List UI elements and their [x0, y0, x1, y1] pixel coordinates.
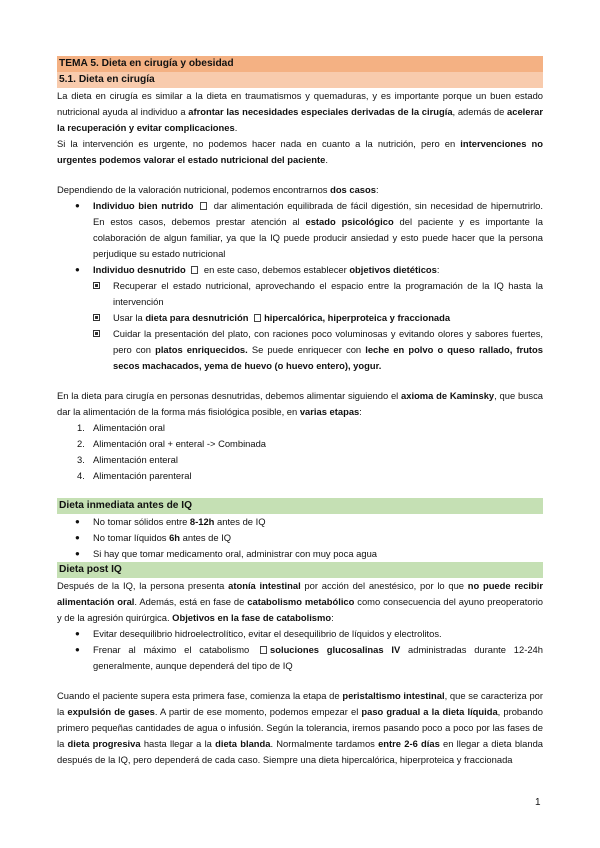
list-item	[57, 642, 543, 674]
bold-run: Objetivos en la fase de catabolismo	[172, 612, 332, 623]
text-run: Usar la	[113, 312, 146, 323]
bold-run: entre 2-6 días	[378, 738, 440, 749]
bold-run: expulsión de gases	[67, 706, 155, 717]
list-number: 1.	[77, 422, 85, 433]
text-run: Evitar desequilibrio hidroelectrolítico, evitar el desequilibrio de líquidos y electrolitos.	[93, 628, 442, 639]
list-item	[57, 530, 543, 546]
text-run: . Además, está en fase de	[134, 596, 248, 607]
bold-run: intervenciones no urgentes podemos valorar el estado nutricional del paciente	[57, 138, 543, 165]
bold-run: catabolismo metabólico	[247, 596, 355, 607]
bold-run: Individuo desnutrido	[93, 264, 186, 275]
text-run: Cuidar la presentación del plato, con raciones poco voluminosas y evitando olores y sabores fuertes, pero con	[113, 328, 543, 355]
bold-run: axioma de Kaminsky	[401, 390, 495, 401]
text-run: No tomar líquidos	[93, 532, 170, 543]
list-number: 2.	[77, 438, 85, 449]
list-item	[57, 310, 543, 326]
bullet-icon: ●	[75, 265, 80, 274]
text-run: Se puede enriquecer con	[247, 344, 366, 355]
text-run: en llegar a dieta blanda después de la IQ, pero dependerá de cada caso. Siempre una dieta hipercalórica, hiperproteica y fraccionada	[57, 738, 543, 765]
bold-run: leche en polvo o queso rallado, frutos secos machacados, yema de huevo (o huevo entero), yogur.	[113, 344, 543, 371]
text-run: Alimentación oral	[93, 422, 165, 433]
paragraph-post-iq	[57, 578, 543, 626]
bullet-icon: ●	[75, 517, 80, 526]
text-run: antes de IQ	[214, 516, 266, 527]
list-item	[57, 452, 543, 468]
text-run: , probando primero pequeñas cantidades de agua o infusión. Según la tolerancia, iremos pasando poco a poco por las fases de la	[57, 706, 543, 749]
text-run: :	[436, 264, 440, 275]
objectives-sublist	[57, 278, 543, 374]
text-run: , además de	[452, 106, 508, 117]
document-page	[57, 56, 543, 768]
section-heading-dieta-inmediata: Dieta inmediata antes de IQ	[57, 498, 543, 514]
text-run: Después de la IQ, la persona presenta	[57, 580, 229, 591]
bullet-icon: ●	[75, 629, 80, 638]
bullet-icon: ●	[75, 549, 80, 558]
pre-surgery-list	[57, 514, 543, 562]
list-item	[57, 326, 543, 374]
list-item	[57, 436, 543, 452]
text-run: , que busca dar la alimentación de la forma más fisiológica posible, en	[57, 390, 543, 417]
bold-run: dieta progresiva	[67, 738, 141, 749]
bold-run: afrontar las necesidades especiales derivadas de la cirugía	[188, 106, 453, 117]
bold-run: objetivos dietéticos	[349, 264, 437, 275]
text-run: .	[234, 122, 238, 133]
text-run: La dieta en cirugía es similar a la dieta en traumatismos y quemaduras, y es importante porque un buen estado nutricional ayuda al individuo a	[57, 90, 543, 117]
bullet-icon: ●	[75, 201, 80, 210]
stages-list	[57, 420, 543, 484]
bold-run: 6h	[169, 532, 181, 543]
square-bullet-icon	[93, 330, 100, 337]
list-item	[57, 278, 543, 310]
paragraph-peristaltismo	[57, 688, 543, 768]
text-run: dar alimentación equilibrada de fácil digestión, sin necesidad de hipernutrirlo. En estos casos, debemos prestar atención al	[93, 200, 543, 227]
arrow-glyph-icon	[191, 266, 198, 274]
text-run: .	[325, 154, 328, 165]
square-bullet-icon	[93, 282, 100, 289]
text-run: :	[359, 406, 362, 417]
arrow-glyph-icon	[254, 314, 261, 322]
bold-run: varias etapas	[299, 406, 360, 417]
list-item	[57, 626, 543, 642]
list-item	[57, 514, 543, 530]
paragraph-cases	[57, 182, 543, 198]
text-run: Alimentación oral + enteral -> Combinada	[93, 438, 267, 449]
cases-list	[57, 198, 543, 278]
bold-run: paso gradual a la dieta líquida	[361, 706, 498, 717]
bold-run: dos casos	[330, 184, 376, 195]
bullet-icon: ●	[75, 533, 80, 542]
text-run: hasta llegar a la	[140, 738, 216, 749]
paragraph-intro	[57, 88, 543, 136]
text-run: del paciente y es importante la colaboración de algun familiar, ya que la IQ puede producir ansiedad y esto puede hacer que la persona perjudique su estado nutricional	[93, 216, 543, 259]
text-run: por acción del anestésico, por lo que	[300, 580, 468, 591]
text-run: En la dieta para cirugía en personas desnutridas, debemos alimentar siguiendo el	[57, 390, 402, 401]
bold-run: dieta para desnutrición	[145, 312, 249, 323]
bold-run: platos enriquecidos.	[155, 344, 248, 355]
list-item	[57, 198, 543, 262]
bullet-icon: ●	[75, 645, 80, 654]
list-number: 4.	[77, 470, 85, 481]
text-run: :	[331, 612, 334, 623]
bold-run: 8-12h	[189, 516, 215, 527]
section-heading-dieta-post: Dieta post IQ	[57, 562, 543, 578]
text-run: Si hay que tomar medicamento oral, administrar con muy poca agua	[93, 548, 377, 559]
bold-run: peristaltismo intestinal	[342, 690, 445, 701]
catabolism-list	[57, 626, 543, 674]
bold-run: no puede recibir alimentación oral	[57, 580, 543, 607]
text-run: Si la intervención es urgente, no podemos hacer nada en cuanto a la nutrición, pero en	[57, 138, 461, 149]
list-number: 3.	[77, 454, 85, 465]
list-item	[57, 546, 543, 562]
text-run: :	[375, 184, 379, 195]
text-run: Alimentación enteral	[93, 454, 178, 465]
text-run: Frenar al máximo el catabolismo	[93, 644, 258, 655]
text-run: como consecuencia del ayuno preoperatorio y de la agresión quirúrgica.	[57, 596, 543, 623]
list-item	[57, 262, 543, 278]
text-run: No tomar sólidos entre	[93, 516, 190, 527]
page-number: 1	[535, 797, 541, 808]
text-run: , que se caracteriza por la	[57, 690, 544, 717]
bold-run: acelerar la recuperación y evitar complicaciones	[57, 106, 543, 133]
text-run: antes de IQ	[180, 532, 232, 543]
text-run: Dependiendo de la valoración nutricional, podemos encontrarnos	[57, 184, 331, 195]
text-run: Alimentación parenteral	[93, 470, 192, 481]
bold-run: hipercalórica, hiperproteica y fraccionada	[264, 312, 451, 323]
arrow-glyph-icon	[200, 202, 207, 210]
arrow-glyph-icon	[260, 646, 267, 654]
bold-run: atonía intestinal	[228, 580, 301, 591]
text-run: administradas durante 12-24h generalmente, aunque dependerá del tipo de IQ	[93, 644, 543, 671]
text-run: Cuando el paciente supera esta primera fase, comienza la etapa de	[57, 690, 343, 701]
paragraph-urgent	[57, 136, 543, 168]
square-bullet-icon	[93, 314, 100, 321]
document-title: TEMA 5. Dieta en cirugía y obesidad	[57, 56, 543, 72]
text-run: Recuperar el estado nutricional, aprovechando el espacio entre la programación de la IQ hasta la intervención	[113, 280, 543, 307]
bold-run: Individuo bien nutrido	[93, 200, 194, 211]
bold-run: dieta blanda	[215, 738, 271, 749]
list-item	[57, 468, 543, 484]
paragraph-kaminsky	[57, 388, 543, 420]
list-item	[57, 420, 543, 436]
bold-run: soluciones glucosalinas IV	[270, 644, 401, 655]
bold-run: estado psicológico	[305, 216, 394, 227]
text-run: . A partir de ese momento, podemos empezar el	[154, 706, 362, 717]
section-heading-dieta-cirugia: 5.1. Dieta en cirugía	[57, 72, 543, 88]
text-run: en este caso, debemos establecer	[201, 264, 350, 275]
text-run: . Normalmente tardamos	[270, 738, 379, 749]
